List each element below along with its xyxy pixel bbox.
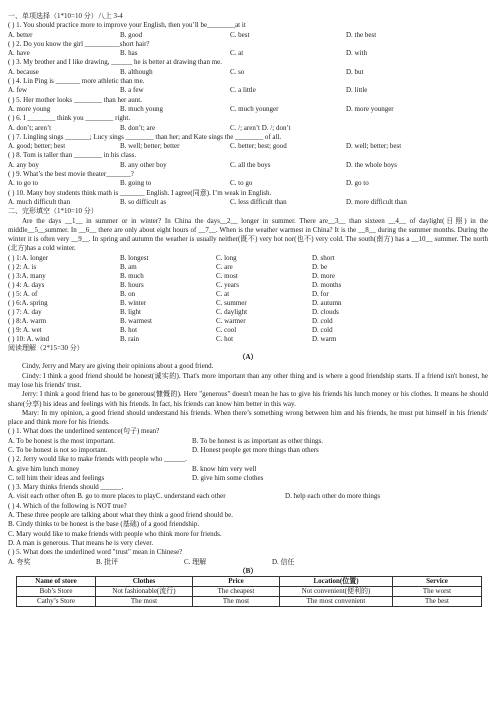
cloze-option: C. long <box>216 253 237 262</box>
table-cell: Cathy’s Store <box>17 597 96 607</box>
cloze-option: C. hot <box>216 334 234 343</box>
cloze-option: ( ) 6:A. spring <box>8 298 48 307</box>
cloze-option: B. hours <box>120 280 144 289</box>
table-row <box>8 290 342 299</box>
cloze-option: D. short <box>312 253 335 262</box>
option-c: C. at <box>230 49 244 58</box>
option-b: B. don’t; are <box>120 123 156 132</box>
store-table <box>16 576 482 607</box>
passage-paragraph: Mary: In my opinion, a good friend should understand his friends. When there’s something wrong between him and his friends, he must put himself in his friends' place and think more for his friends. <box>8 408 488 427</box>
question-stem: ( ) 2. Jerry would like to make friends with people who ______. <box>8 455 187 464</box>
question-stem: ( ) 8. Tom is taller than ________ in his class. <box>8 151 137 160</box>
table-row <box>17 587 482 597</box>
table-cell: Bob’s Store <box>17 587 96 597</box>
question-stem: ( ) 2. Do you know the girl __________short hair? <box>8 39 150 48</box>
mc-question <box>8 133 488 152</box>
cloze-option: C. most <box>216 271 238 280</box>
mc-question <box>8 40 488 59</box>
option-b: B. going to <box>120 179 152 188</box>
passage-b-label: （B） <box>238 566 258 575</box>
option-b: B. To be honest is as important as other things. <box>192 436 324 445</box>
option-a: A. more young <box>8 104 51 113</box>
question-stem: ( ) 5. Her mother looks ________ than her aunt. <box>8 95 142 104</box>
cloze-option: C. are <box>216 262 233 271</box>
option-c: C. all the boys <box>230 160 271 169</box>
option-d <box>346 124 446 133</box>
option-a: A. 夸奖 <box>8 557 31 566</box>
table-row <box>8 272 342 281</box>
option-b: B. good <box>120 30 143 39</box>
cloze-option: ( ) 9: A. wet <box>8 325 42 334</box>
question-stem: ( ) 4. Which of the following is NOT true? <box>8 501 127 510</box>
passage-paragraph: Jerry: I think a good friend has to be generous(慷慨的). Here "generous" doesn't mean he has to give his friends his lunch money or his clothes. It means he should share(分享) his ideas and feelings with his friends. In fact, his friends can know him better in this way. <box>8 390 488 408</box>
option-d: D. more difficult than <box>346 197 407 206</box>
cloze-option: D. cold <box>312 325 333 334</box>
cloze-option: B. much <box>120 271 144 280</box>
option-d: D. but <box>346 67 364 76</box>
cloze-option: D. warm <box>312 334 337 343</box>
table-header-row <box>17 577 482 587</box>
question-stem: ( ) 1. You should practice more to improve your English, then you’ll be________at it <box>8 21 246 30</box>
option-a: A. because <box>8 67 39 76</box>
option-d: D. go to <box>346 179 369 188</box>
option-d: D. 信任 <box>272 557 295 566</box>
option-d: D. give him some clothes <box>192 473 264 482</box>
option-a: A. good; better; best <box>8 142 66 151</box>
table-cell: The most convenient <box>280 597 393 607</box>
option-a: A. to go to <box>8 179 38 188</box>
cloze-option: ( ) 7: A. day <box>8 307 42 316</box>
option-a: A. better <box>8 30 33 39</box>
option-d: D. with <box>346 49 367 58</box>
cloze-option: B. am <box>120 262 137 271</box>
option-a: A. don’t; aren’t <box>8 123 52 132</box>
option-b: B. a few <box>120 86 144 95</box>
table-row <box>8 263 342 272</box>
reading-question <box>8 483 488 502</box>
cloze-option: C. summer <box>216 298 247 307</box>
table-row <box>8 317 342 326</box>
option-d: D. well; better; best <box>346 142 402 151</box>
question-stem: ( ) 6. I ________ think you ________ right. <box>8 114 131 123</box>
option-b: B. Cindy thinks to be honest is the base (基础) of a good friendship. <box>8 520 200 529</box>
option-b: B. has <box>120 49 138 58</box>
option-b: B. so difficult as <box>120 197 167 206</box>
mc-question <box>8 77 488 96</box>
option-c: C. /; aren’t D. /; don’t <box>230 123 291 132</box>
cloze-option: C. warmer <box>216 316 246 325</box>
cloze-option: D. autumn <box>312 298 342 307</box>
cloze-option: ( ) 8:A. warm <box>8 316 47 325</box>
table-row <box>8 335 342 344</box>
option-d: D. A man is generous. That means he is very clever. <box>8 538 154 547</box>
cloze-option: B. winter <box>120 298 147 307</box>
cloze-option: ( ) 3:A. many <box>8 271 46 280</box>
mc-question <box>8 58 488 77</box>
column-header: Price <box>193 577 280 587</box>
option-b: B. 批评 <box>96 557 119 566</box>
question-stem: ( ) 3. My brother and I like drawing, ______ he is better at drawing than me. <box>8 58 223 67</box>
reading-question <box>8 548 488 567</box>
question-stem: ( ) 9. What’s the best movie theater_______? <box>8 170 134 179</box>
option-d: D. more younger <box>346 104 394 113</box>
cloze-option: ( ) 4: A. days <box>8 280 45 289</box>
option-b: B. know him very well <box>192 464 257 473</box>
question-stem: ( ) 10. Many boy students think math is _______ English. I agree(同意). I’m weak in English. <box>8 188 272 197</box>
table-row <box>8 254 342 263</box>
option-d: D. little <box>346 86 368 95</box>
option-c: C. best <box>230 30 250 39</box>
passage-paragraph: Cindy: I think a good friend should be honest(诚实的). That's more important than any other thing and is where a good friendship starts. If a friend isn't honest, he may lose his friends' trust. <box>8 371 488 389</box>
cloze-option: C. years <box>216 280 239 289</box>
option-a: A. have <box>8 49 30 58</box>
table-row <box>8 299 342 308</box>
cloze-option: B. warmest <box>120 316 152 325</box>
cloze-option: D. be <box>312 262 328 271</box>
option-b: B. any other boy <box>120 160 167 169</box>
cloze-option: D. clouds <box>312 307 339 316</box>
option-a: A. few <box>8 86 28 95</box>
column-header: Clothes <box>96 577 193 587</box>
option-a: A. give him lunch money <box>8 464 80 473</box>
cloze-option: C. cool <box>216 325 237 334</box>
option-b: B. well; better; better <box>120 142 180 151</box>
column-header: Service <box>393 577 482 587</box>
table-row <box>17 597 482 607</box>
cloze-option: ( ) 5: A. of <box>8 289 38 298</box>
reading-question <box>8 427 488 455</box>
option-d: D. the whole boys <box>346 160 397 169</box>
question-stem: ( ) 1. What does the underlined sentence(句子) mean? <box>8 427 160 436</box>
mc-question-list <box>8 21 488 207</box>
reading-question <box>8 455 488 483</box>
option-c: C. To be honest is not so important. <box>8 445 108 454</box>
question-stem: ( ) 4. Lin Ping is _______ more athletic than me. <box>8 77 145 86</box>
cloze-option: ( ) 1:A. longer <box>8 253 49 262</box>
cloze-passage: Are the days __1__ in summer or in winter? In China the days__2__ longer in summer. There are__3__ than sixteen __4__ of daylight(日照) in the middle__5__summer. In __6__ there are only about eight hours of __7__. When is the weather warmest in China? It is the __8__ during the summer months. During the winter it is often very __9__. In spring and autumn the weather is usually neither(既不) very hot nor(也不) very cold. The south(南方) has a __10__ summer. The north (北方)has a cold winter. <box>8 216 488 253</box>
cloze-option: ( ) 10: A. wind <box>8 334 50 343</box>
cloze-option: C. at <box>216 289 230 298</box>
option-a: A. These three people are talking about what they think a good friend should be. <box>8 511 233 520</box>
passage-a-label: （A） <box>238 353 258 362</box>
mc-question <box>8 170 488 189</box>
option-c: C. a little <box>230 86 256 95</box>
option-a: A. To be honest is the most important. <box>8 436 115 445</box>
section1-title: 一、单项选择（1*10=10 分）八上 3-4 <box>8 12 123 20</box>
passage-paragraph: Cindy, Jerry and Mary are giving their opinions about a good friend. <box>22 362 214 371</box>
mc-question <box>8 114 488 133</box>
cloze-option: D. months <box>312 280 342 289</box>
cloze-option: B. longest <box>120 253 149 262</box>
option-c: C. much younger <box>230 104 279 113</box>
option-line: A. visit each other often B. go to more places to playC. understand each other D. help each other do more things <box>8 492 381 501</box>
table-row <box>8 308 342 317</box>
mc-question <box>8 189 488 208</box>
cloze-option: D. cold <box>312 316 333 325</box>
cloze-option: B. on <box>120 289 136 298</box>
option-c: C. 理解 <box>184 557 207 566</box>
table-cell: The most <box>96 597 193 607</box>
option-d: D. Honest people get more things than others <box>192 445 319 454</box>
option-b: B. although <box>120 67 153 76</box>
option-c: C. less difficult than <box>230 197 287 206</box>
question-stem: ( ) 5. What does the underlined word "trust" mean in Chinese? <box>8 548 183 557</box>
table-cell: Not fashionable(流行) <box>96 587 193 597</box>
cloze-option: D. for <box>312 289 329 298</box>
option-d: D. the best <box>346 30 377 39</box>
column-header: Name of store <box>17 577 96 587</box>
table-cell: The best <box>393 597 482 607</box>
table-cell: The worst <box>393 587 482 597</box>
cloze-option: ( ) 2: A. is <box>8 262 37 271</box>
mc-question <box>8 151 488 170</box>
table-cell: The cheapest <box>193 587 280 597</box>
cloze-option: B. light <box>120 307 142 316</box>
option-a: A. much difficult than <box>8 197 71 206</box>
option-c: C. better; best; good <box>230 142 287 151</box>
option-a: A. any boy <box>8 160 39 169</box>
option-c: C. to go <box>230 179 253 188</box>
table-row <box>8 281 342 290</box>
cloze-option: C. daylight <box>216 307 248 316</box>
option-c: C. Mary would like to make friends with people who think more for friends. <box>8 529 222 538</box>
option-c: C. tell him their ideas and feelings <box>8 473 105 482</box>
cloze-option: B. rain <box>120 334 140 343</box>
cloze-options-table <box>8 254 342 344</box>
question-stem: ( ) 3. Mary thinks friends should ______. <box>8 483 124 492</box>
option-b: B. much young <box>120 104 163 113</box>
option-c: C. so <box>230 67 245 76</box>
table-row <box>8 326 342 335</box>
reading-question <box>8 502 488 548</box>
question-stem: ( ) 7. Lingling sings _______; Lucy sings ________ than her; and Kate sings the ________ of all. <box>8 132 282 141</box>
section2-title: 二、完形填空（1*10=10 分） <box>8 207 98 216</box>
cloze-option: B. hot <box>120 325 138 334</box>
mc-question <box>8 96 488 115</box>
mc-question <box>8 21 488 40</box>
cloze-option: D. more <box>312 271 335 280</box>
section3-title: 阅读理解（2*15=30 分） <box>8 343 84 352</box>
table-cell: The most <box>193 597 280 607</box>
column-header: Location(位置) <box>280 577 393 587</box>
table-cell: Not convenient(便利的) <box>280 587 393 597</box>
